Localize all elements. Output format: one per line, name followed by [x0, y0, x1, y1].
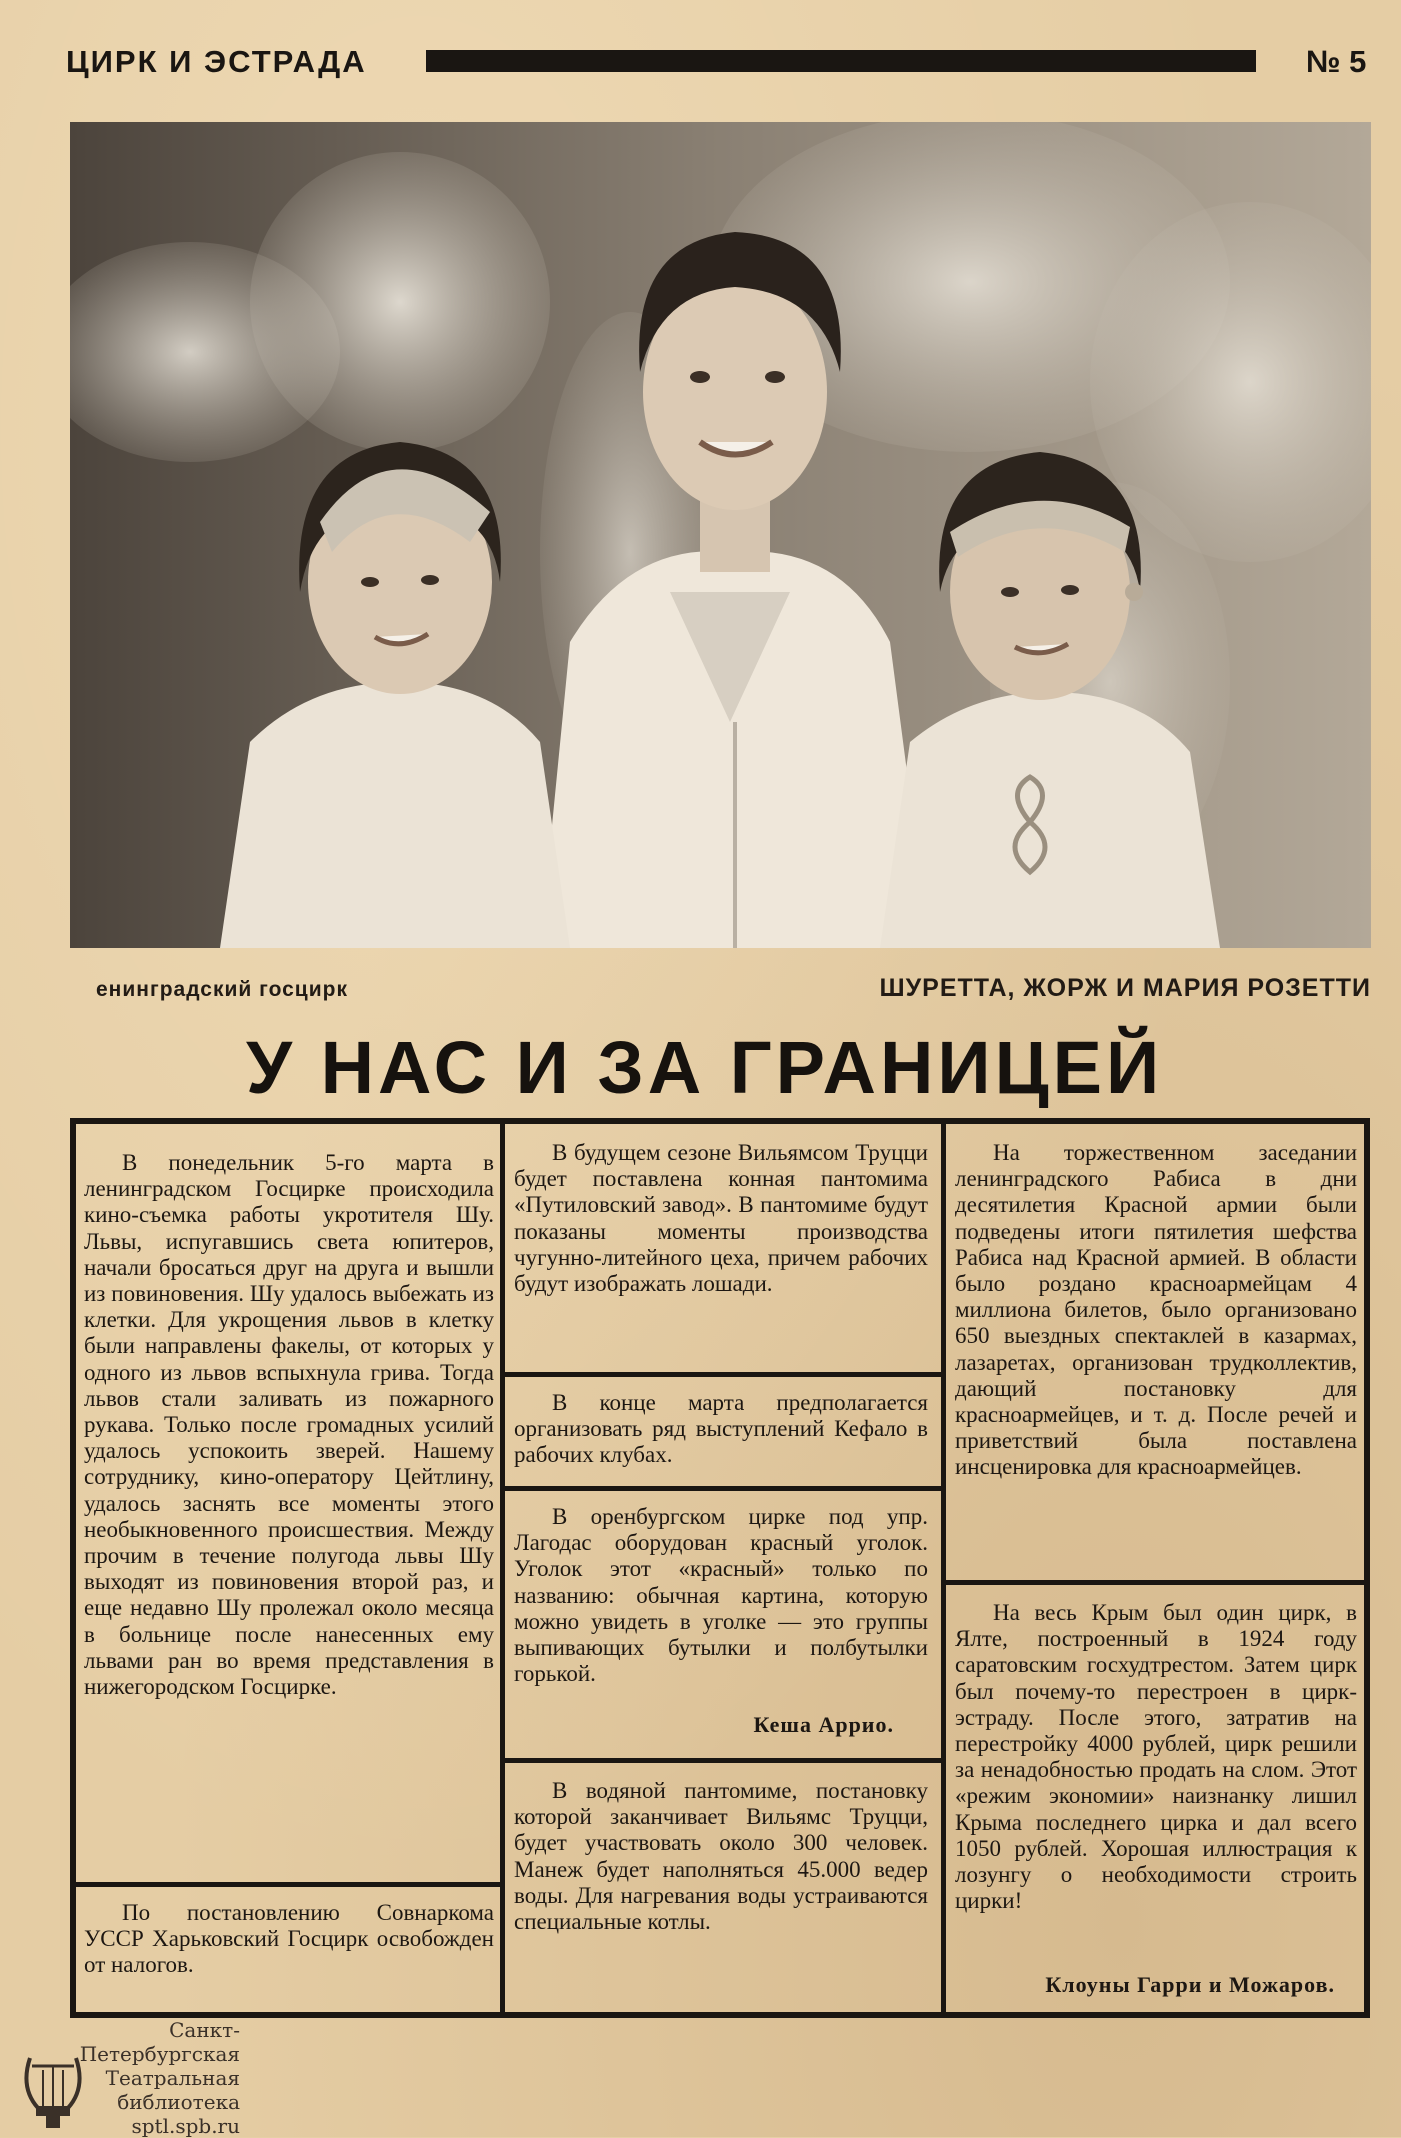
article-water-pantomime: В водяной пантомиме, постановку которой заканчивает Вильямс Труцци, будет участвовать около 300 человек. Манеж будет наполняться 45.000 ведер воды. Для нагревания воды устраиваются специальные котлы.	[514, 1778, 928, 1935]
signature-orenburg: Кеша Аррио.	[753, 1712, 894, 1737]
lyre-icon	[18, 2048, 88, 2130]
issue-number: № 5	[1306, 44, 1367, 79]
header-rule	[426, 50, 1256, 72]
article-lions: В понедельник 5-го марта в ленинградском Госцирке происходила кино-съемка работы укротителя Шу. Львы, испугавшись света юпитеров, начали бросаться друг на друга и вышли из повиновения. Шу удалось выбежать из клетки. Для укрощения львов в клетку были направлены факелы, от которых у одного из львов вспыхнула грива. Тогда львов стали заливать из пожарного рукава. Только после громадных усилий удалось успокоить зверей. Нашему сотруднику, кино-оператору Цейтлину, удалось заснять все моменты этого необыкновенного происшествия. Между прочим в течение полугода львы Шу выходят из повиновения второй раз, и еще недавно Шу пролежал около месяца в больнице после нанесенных ему львами ран во время представления в нижегородском Госцирке.	[84, 1150, 494, 1700]
performers-photo	[70, 122, 1371, 948]
section-headline: У НАС И ЗА ГРАНИЦЕЙ	[246, 1026, 1164, 1109]
article-kefalo: В конце марта предполагается организовать ряд выступлений Кефало в рабочих клубах.	[514, 1390, 928, 1468]
rule-col3	[946, 1580, 1364, 1585]
stamp-line-2: Театральная	[105, 2066, 240, 2090]
stamp-line-3: библиотека	[117, 2090, 240, 2114]
article-kharkov: По постановлению Совнаркома УССР Харьковский Госцирк освобожден от налогов.	[84, 1900, 494, 1978]
photo-caption-performers: ШУРЕТТА, ЖОРЖ И МАРИЯ РОЗЕТТИ	[879, 974, 1371, 1002]
magazine-title: ЦИРК И ЭСТРАДА	[66, 44, 367, 79]
photo-caption-venue: енинградский госцирк	[96, 978, 348, 1001]
library-stamp	[10, 2018, 240, 2138]
rule-col2-c	[505, 1758, 941, 1763]
signature-crimea: Клоуны Гарри и Можаров.	[1045, 1972, 1335, 1997]
rule-col2-a	[505, 1372, 941, 1377]
article-rabis: На торжественном заседании ленинградского Рабиса в дни десятилетия Красной армии были подведены итоги пятилетия шефства Рабиса над Красной армией. В области было роздано красноармейцам 4 миллиона билетов, было организовано 650 выездных спектаклей в казармах, лазаретах, организован трудколлектив, дающий постановку для красноармейцев, и т. д. После речей и приветствий была поставлена инсценировка для красноармейцев.	[955, 1140, 1357, 1480]
rule-col1	[76, 1882, 500, 1887]
article-truzzi-pantomime: В будущем сезоне Вильямсом Труцци будет поставлена конная пантомима «Путиловский завод». В пантомиме будут показаны моменты производства чугунно-литейного цеха, причем рабочих будут изображать лошади.	[514, 1140, 928, 1297]
article-crimea: На весь Крым был один цирк, в Ялте, построенный в 1924 году саратовским госхудтрестом. Затем цирк был почему-то перестроен в цирк-эстраду. После этого, затратив на перестройку 4000 рублей, цирк решили за ненадобностью продать на слом. Этот «режим экономии» наизнанку лишил Крыма последнего цирка и дал всего 1050 рублей. Хорошая иллюстрация к лозунгу о необходимости строить цирки!	[955, 1600, 1357, 1914]
rule-col2-b	[505, 1486, 941, 1491]
stamp-line-4: sptl.spb.ru	[131, 2114, 240, 2138]
column-divider-1	[500, 1124, 505, 2012]
article-orenburg: В оренбургском цирке под упр. Лагодас оборудован красный уголок. Уголок этот «красный» только по названию: обычная картина, которую можно увидеть в уголке — это группы выпивающих бутылки и полбутылки горькой.	[514, 1504, 928, 1687]
column-divider-2	[941, 1124, 946, 2012]
stamp-line-1: Санкт-Петербургская	[79, 2018, 240, 2066]
